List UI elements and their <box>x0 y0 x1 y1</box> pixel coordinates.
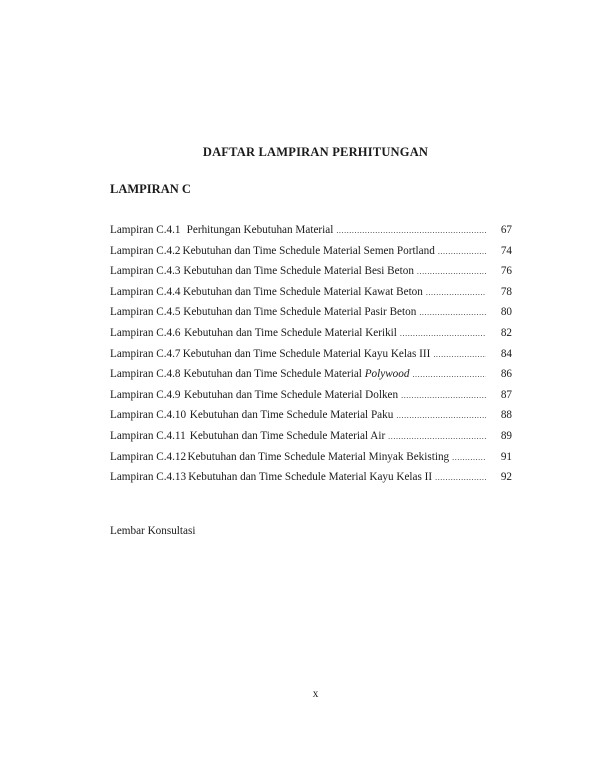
toc-entry-page: 86 <box>500 368 512 381</box>
toc-entry-label: Lampiran C.4.10 <box>110 409 187 422</box>
toc-entry-title: Kebutuhan dan Time Schedule Material Minyak Bekisting <box>187 450 450 463</box>
toc-entry <box>110 430 512 451</box>
toc-entry-page: 88 <box>500 409 512 422</box>
toc-entry-page: 92 <box>500 471 512 484</box>
toc-entry-title: Kebutuhan dan Time Schedule Material Pasir Beton <box>183 306 417 319</box>
toc-entry-title: Kebutuhan dan Time Schedule Material Semen Portland <box>182 244 435 257</box>
dot-leader <box>396 411 486 420</box>
toc-entry-page: 67 <box>500 224 512 236</box>
toc-entry-page: 84 <box>500 347 512 360</box>
toc-entry-title: Kebutuhan dan Time Schedule Material Kayu Kelas II <box>188 471 433 484</box>
page-title: DAFTAR LAMPIRAN PERHITUNGAN <box>202 145 429 159</box>
dot-leader <box>388 432 486 441</box>
toc-entry <box>110 306 512 327</box>
toc-entry-title: Kebutuhan dan Time Schedule Material Air <box>189 429 386 442</box>
toc-entry-title: Perhitungan Kebutuhan Material <box>186 224 334 236</box>
toc-entry-page: 78 <box>500 285 512 298</box>
toc-entry-title: Kebutuhan dan Time Schedule Material Dolken <box>184 388 399 401</box>
toc-entry <box>110 368 512 389</box>
toc-entry-page: 74 <box>500 244 512 257</box>
toc-entry <box>110 265 512 286</box>
dot-leader <box>400 329 486 338</box>
toc-entry-label: Lampiran C.4.9 <box>110 388 181 401</box>
toc-entry <box>110 245 512 266</box>
toc-entry-label: Lampiran C.4.5 <box>110 306 181 319</box>
toc-entry-label: Lampiran C.4.12 <box>110 450 187 463</box>
toc-entry <box>110 224 512 245</box>
toc-entry <box>110 327 512 348</box>
toc-entry-label: Lampiran C.4.7 <box>110 347 181 360</box>
toc-entry <box>110 451 512 472</box>
toc-entry-label: Lampiran C.4.4 <box>110 285 181 298</box>
dot-leader <box>401 391 486 400</box>
section-title: LAMPIRAN C <box>110 182 191 196</box>
dot-leader <box>426 288 486 297</box>
toc-entry-label: Lampiran C.4.6 <box>110 326 181 339</box>
toc-entry-label: Lampiran C.4.3 <box>110 265 181 278</box>
dot-leader <box>438 247 486 256</box>
toc-entry-label: Lampiran C.4.13 <box>110 471 187 484</box>
toc-entry-label: Lampiran C.4.2 <box>110 244 181 257</box>
toc-entry-label: Lampiran C.4.11 <box>110 429 186 442</box>
toc-entry-label: Lampiran C.4.1 <box>110 224 181 236</box>
dot-leader <box>435 473 486 482</box>
dot-leader <box>419 308 486 317</box>
toc-entry <box>110 348 512 369</box>
toc-entry-title: Kebutuhan dan Time Schedule Material Polywood <box>183 368 410 381</box>
toc-entry-page: 89 <box>500 429 512 442</box>
dot-leader <box>433 350 486 359</box>
toc-entry <box>110 389 512 410</box>
toc-entry-page: 76 <box>500 265 512 278</box>
consultation-sheet-entry: Lembar Konsultasi <box>110 525 196 537</box>
dot-leader <box>412 370 486 379</box>
dot-leader <box>452 453 486 462</box>
dot-leader <box>417 267 486 276</box>
toc-entry-title: Kebutuhan dan Time Schedule Material Kayu Kelas III <box>182 347 431 360</box>
toc-entry-title: Kebutuhan dan Time Schedule Material Kawat Beton <box>183 285 423 298</box>
toc-entry-title: Kebutuhan dan Time Schedule Material Kerikil <box>184 326 397 339</box>
toc-entry-title: Kebutuhan dan Time Schedule Material Paku <box>189 409 394 422</box>
toc-entry-page: 87 <box>500 388 512 401</box>
dot-leader <box>336 226 486 235</box>
toc-entry-page: 80 <box>500 306 512 319</box>
toc-entry-page: 91 <box>500 450 512 463</box>
page-number: x <box>312 688 319 700</box>
toc-entry-title: Kebutuhan dan Time Schedule Material Besi Beton <box>183 265 414 278</box>
toc-entry-label: Lampiran C.4.8 <box>110 368 181 381</box>
toc-entry <box>110 409 512 430</box>
toc-entry <box>110 471 512 492</box>
toc-list <box>110 224 512 492</box>
toc-entry-page: 82 <box>500 326 512 339</box>
toc-entry <box>110 286 512 307</box>
